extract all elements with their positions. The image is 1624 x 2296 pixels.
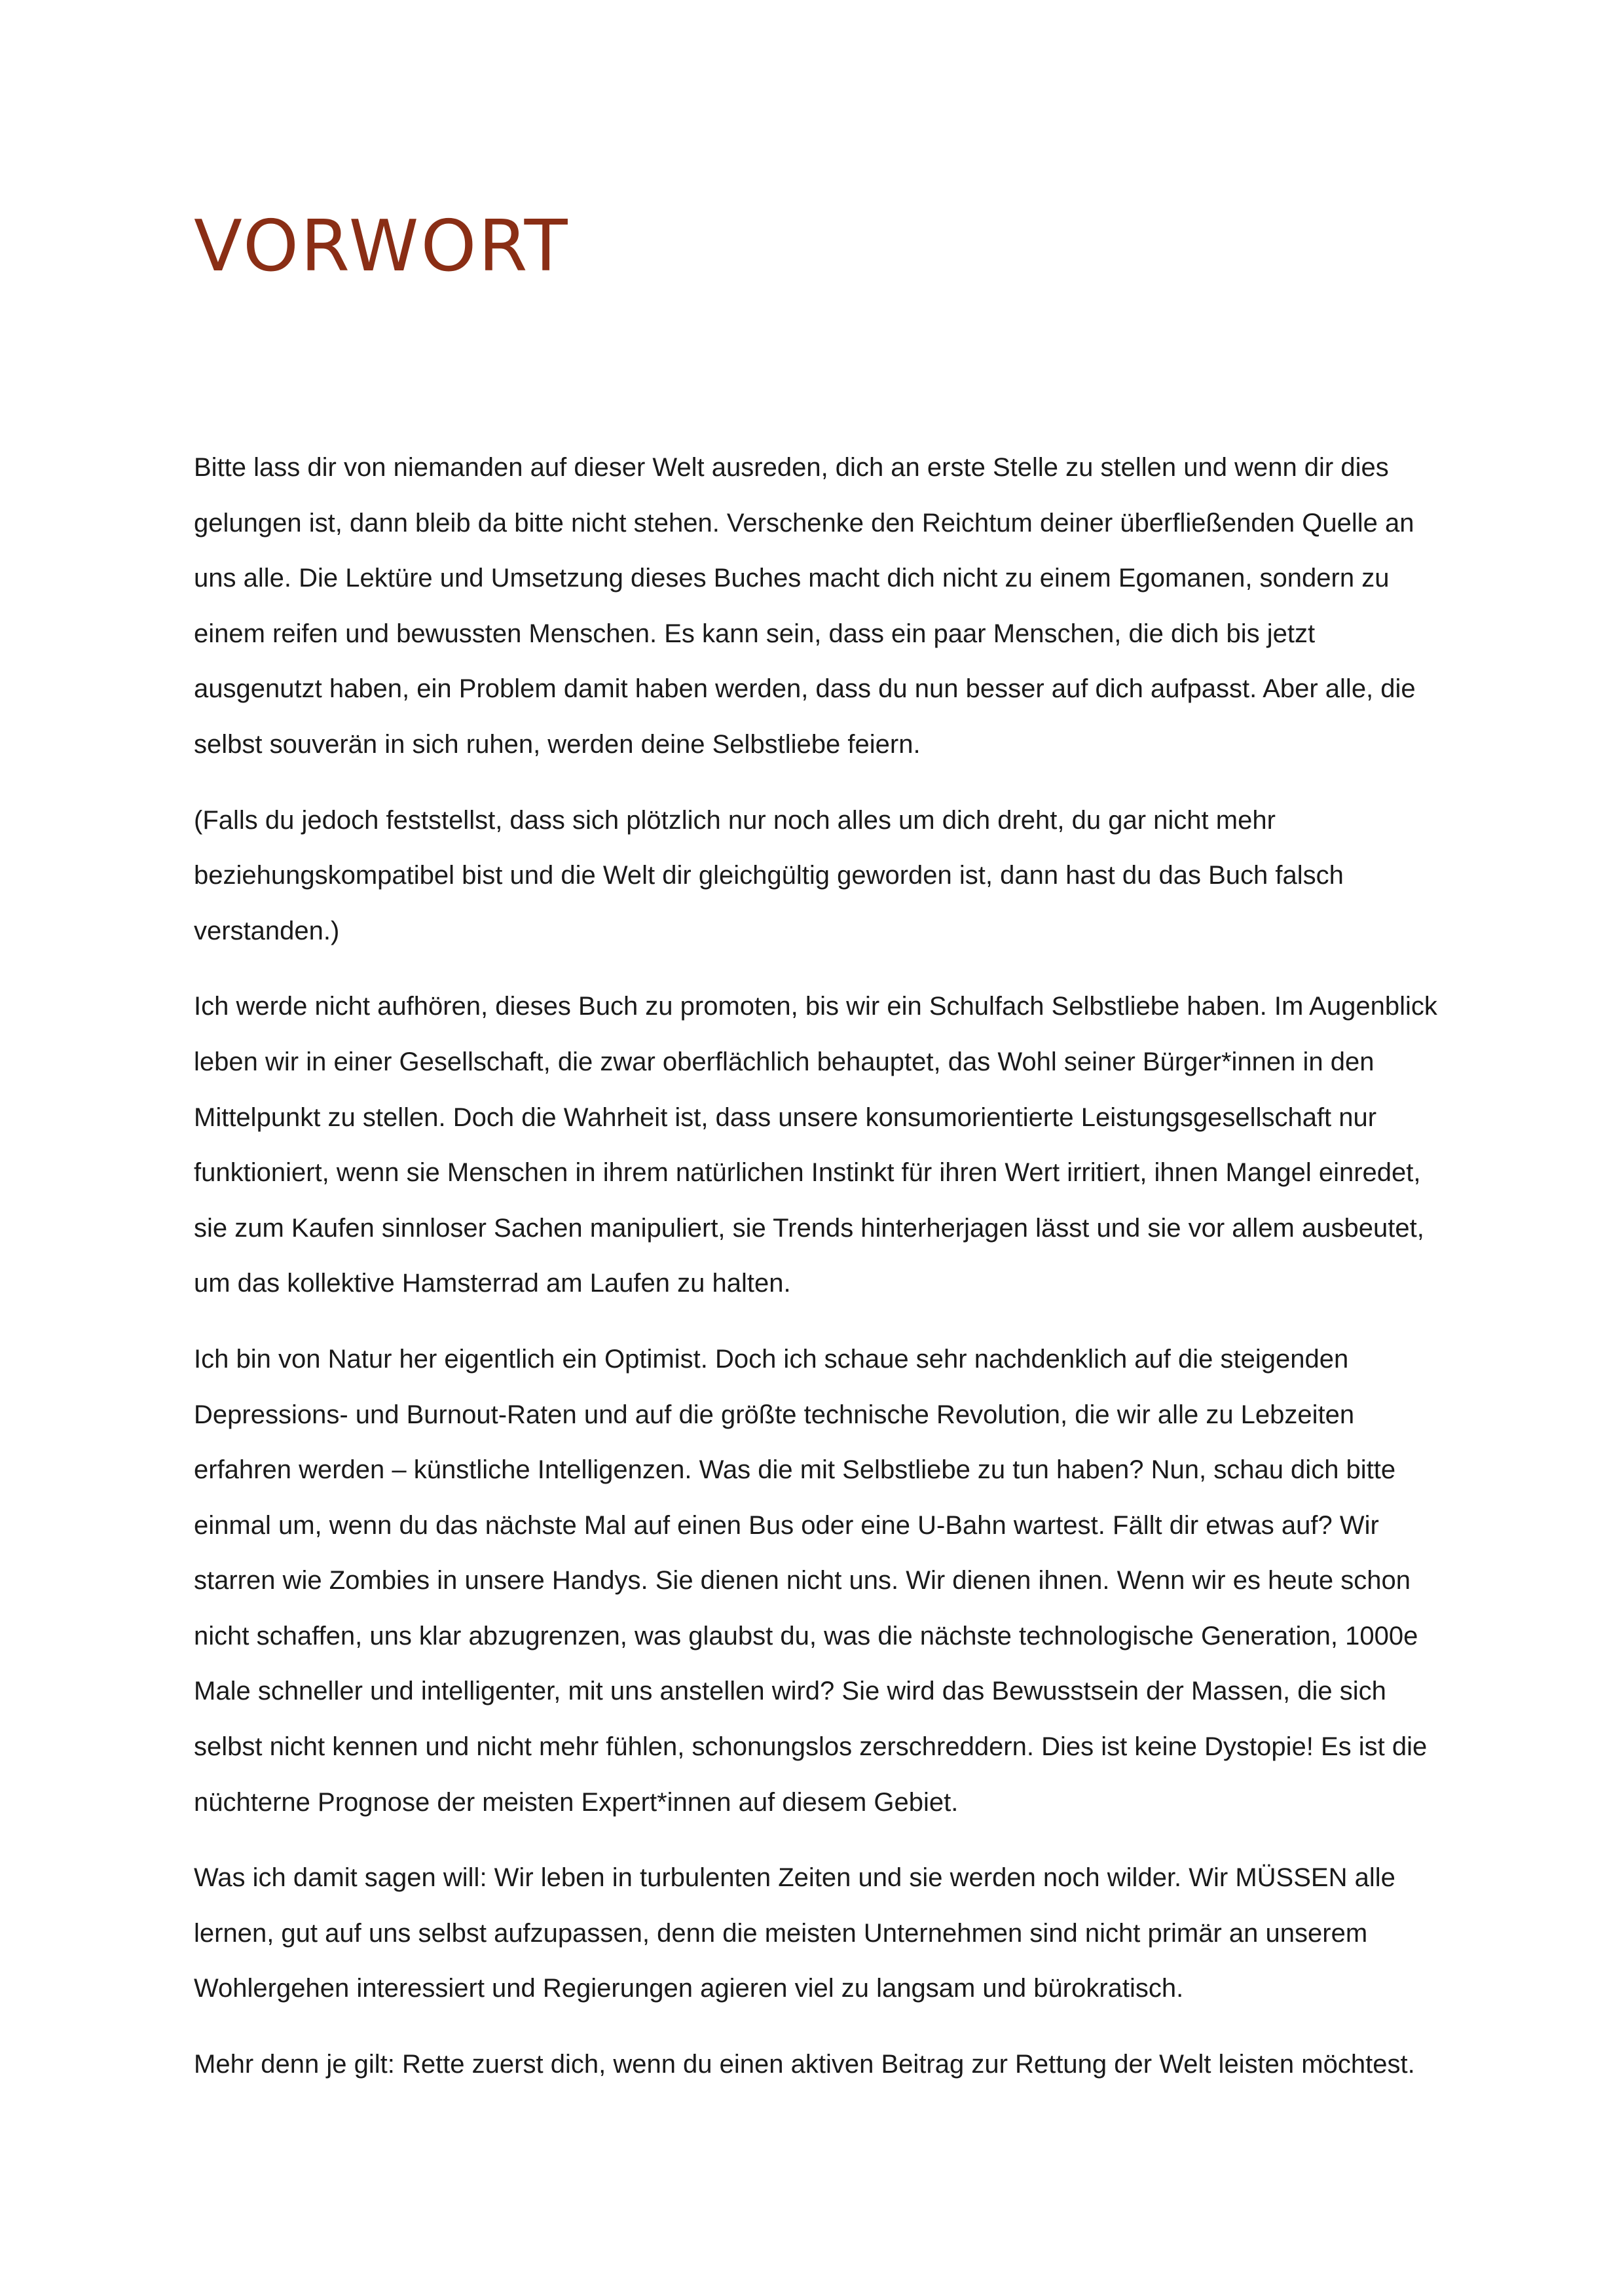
page-title: VORWORT xyxy=(194,206,570,287)
paragraph-4: Ich bin von Natur her eigentlich ein Optimist. Doch ich schaue sehr nachdenklich auf die steigenden Depressions- und Burnout-Raten und auf die größte technische Revolution, die wir alle zu Lebzeiten erfahren werden – künstliche Intelligenzen. Was die mit Selbstliebe zu tun haben? Nun, schau dich bitte einmal um, wenn du das nächste Mal auf einen Bus oder eine U-Bahn wartest. Fällt dir etwas auf? Wir starren wie Zombies in unsere Handys. Sie dienen nicht uns. Wir dienen ihnen. Wenn wir es heute schon nicht schaffen, uns klar abzugrenzen, was glaubst du, was die nächste technologische Generation, 1000e Male schneller und intelligenter, mit uns anstellen wird? Sie wird das Bewusstsein der Massen, die sich selbst nicht kennen und nicht mehr fühlen, schonungslos zerschreddern. Dies ist keine Dystopie! Es ist die nüchterne Prognose der meisten Expert*innen auf diesem Gebiet. xyxy=(194,1344,1428,1817)
body-text xyxy=(194,440,1441,2092)
paragraph-6: Mehr denn je gilt: Rette zuerst dich, wenn du einen aktiven Beitrag zur Rettung der Welt leisten möchtest. xyxy=(194,2050,1415,2079)
paragraph-3: Ich werde nicht aufhören, dieses Buch zu promoten, bis wir ein Schulfach Selbstliebe haben. Im Augenblick leben wir in einer Gesellschaft, die zwar oberflächlich behauptet, das Wohl seiner Bürger*innen in den Mittelpunkt zu stellen. Doch die Wahrheit ist, dass unsere konsumorientierte Leistungsgesellschaft nur funktioniert, wenn sie Menschen in ihrem natürlichen Instinkt für ihren Wert irritiert, ihnen Mangel einredet, sie zum Kaufen sinnloser Sachen manipuliert, sie Trends hinterherjagen lässt und sie vor allem ausbeutet, um das kollektive Hamsterrad am Laufen zu halten. xyxy=(194,992,1437,1298)
paragraph-1: Bitte lass dir von niemanden auf dieser Welt ausreden, dich an erste Stelle zu stellen und wenn dir dies gelungen ist, dann bleib da bitte nicht stehen. Verschenke den Reichtum deiner überfließenden Quelle an uns alle. Die Lektüre und Umsetzung dieses Buches macht dich nicht zu einem Egomanen, sondern zu einem reifen und bewussten Menschen. Es kann sein, dass ein paar Menschen, die dich bis jetzt ausgenutzt haben, ein Problem damit haben werden, dass du nun besser auf dich aufpasst. Aber alle, die selbst souverän in sich ruhen, werden deine Selbstliebe feiern. xyxy=(194,453,1416,759)
paragraph-5: Was ich damit sagen will: Wir leben in turbulenten Zeiten und sie werden noch wilder. Wir MÜSSEN alle lernen, gut auf uns selbst aufzupassen, denn die meisten Unternehmen sind nicht primär an unserem Wohlergehen interessiert und Regierungen agieren viel zu langsam und bürokratisch. xyxy=(194,1863,1395,2003)
paragraph-2: (Falls du jedoch feststellst, dass sich plötzlich nur noch alles um dich dreht, du gar nicht mehr beziehungskompatibel bist und die Welt dir gleichgültig geworden ist, dann hast du das Buch falsch verstanden.) xyxy=(194,805,1344,945)
